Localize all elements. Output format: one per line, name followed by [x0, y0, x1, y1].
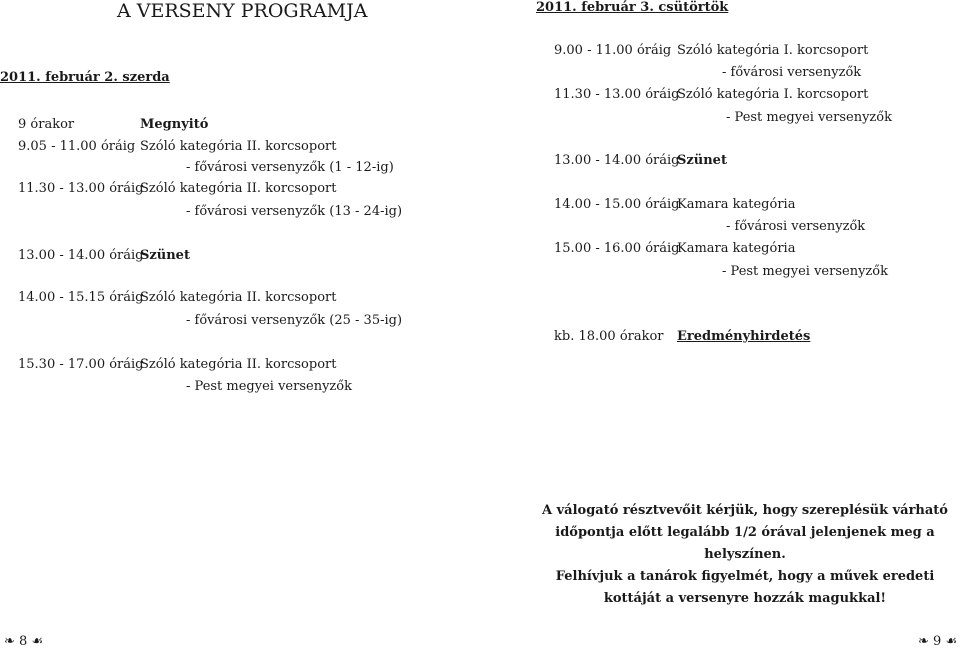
attendance-note: A válogató résztvevőit kérjük, hogy szereplésük várható időpontja előtt legalább 1/2 órával jelenjenek meg a helyszínen. [542, 503, 948, 562]
right-date-heading: 2011. február 3. csütörtök [536, 0, 729, 15]
row-time: 13.00 - 14.00 óráig [18, 248, 144, 263]
row-event: Szóló kategória I. korcsoport [677, 87, 869, 102]
row-event: Szünet [140, 248, 190, 263]
sheet-music-note: Felhívjuk a tanárok figyelmét, hogy a művek eredeti kottáját a versenyre hozzák magukkal! [555, 569, 935, 606]
left-date-heading: 2011. február 2. szerda [0, 70, 170, 85]
row-event: Kamara kategória [677, 241, 796, 256]
row-time: kb. 18.00 órakor [554, 329, 664, 344]
row-event: Szóló kategória II. korcsoport [140, 139, 337, 154]
row-time: 9.05 - 11.00 óráig [18, 139, 136, 154]
row-event: Megnyitó [140, 117, 209, 132]
row-time: 11.30 - 13.00 óráig [18, 181, 144, 196]
row-detail: - fővárosi versenyzők (1 - 12-ig) [186, 160, 394, 175]
row-detail: - fővárosi versenyzők (25 - 35-ig) [186, 313, 403, 328]
row-time: 11.30 - 13.00 óráig [554, 87, 680, 102]
row-time: 9 órakor [18, 117, 75, 132]
row-event: Kamara kategória [677, 197, 796, 212]
row-event: Szóló kategória II. korcsoport [140, 290, 337, 305]
ornament-icon: ❧ [4, 634, 15, 649]
row-time: 14.00 - 15.15 óráig [18, 290, 144, 305]
left-page-number [4, 634, 43, 649]
page-number-text: 9 [933, 634, 942, 649]
ornament-icon: ☙ [945, 634, 958, 649]
row-detail: - fővárosi versenyzők [726, 219, 866, 234]
ornament-icon: ❧ [918, 634, 929, 649]
row-detail: - Pest megyei versenyzők [722, 264, 888, 279]
row-event: Szóló kategória II. korcsoport [140, 357, 337, 372]
row-event: Szóló kategória II. korcsoport [140, 181, 337, 196]
row-time: 13.00 - 14.00 óráig [554, 153, 680, 168]
row-detail: - fővárosi versenyzők (13 - 24-ig) [186, 204, 403, 219]
row-time: 15.30 - 17.00 óráig [18, 357, 144, 372]
row-event: Eredményhirdetés [677, 329, 811, 344]
program-title: A VERSENY PROGRAMJA [117, 0, 368, 22]
row-event: Szünet [677, 153, 727, 168]
page-number-text: 8 [19, 634, 28, 649]
row-time: 9.00 - 11.00 óráig [554, 43, 672, 58]
row-event: Szóló kategória I. korcsoport [677, 43, 869, 58]
row-time: 14.00 - 15.00 óráig [554, 197, 680, 212]
row-time: 15.00 - 16.00 óráig [554, 241, 680, 256]
ornament-icon: ☙ [31, 634, 44, 649]
row-detail: - Pest megyei versenyzők [726, 110, 892, 125]
row-detail: - fővárosi versenyzők [722, 65, 862, 80]
right-page-number [918, 634, 957, 649]
row-detail: - Pest megyei versenyzők [186, 379, 352, 394]
